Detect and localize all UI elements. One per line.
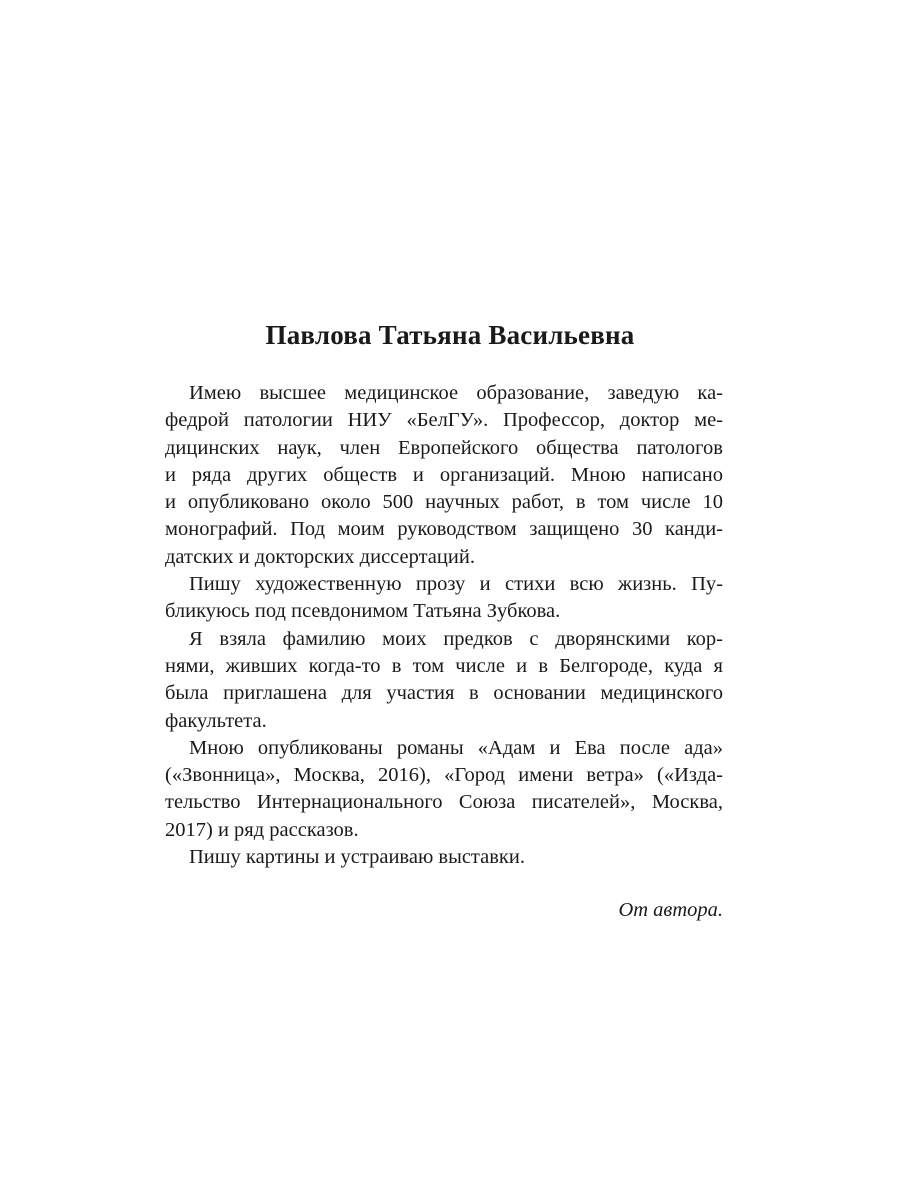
text-line: тельство Интернационального Союза писателей», Москва, — [165, 791, 723, 814]
text-line: факультета. — [165, 709, 267, 732]
text-line: монографий. Под моим руководством защищено 30 канди- — [165, 518, 723, 541]
text-line: («Звонница», Москва, 2016), «Город имени ветра» («Изда- — [165, 764, 723, 787]
text-line: бликуюсь под псевдонимом Татьяна Зубкова. — [165, 600, 561, 623]
text-line: Имею высшее медицинское образование, заведую ка- — [189, 382, 723, 404]
paragraph — [165, 735, 723, 844]
text-line: была приглашена для участия в основании медицинского — [165, 682, 723, 705]
text-line: 2017) и ряд рассказов. — [165, 818, 359, 841]
text-line: Я взяла фамилию моих предков с дворянскими кор- — [189, 627, 723, 650]
text-line: датских и докторских диссертаций. — [165, 545, 475, 568]
text-line: и опубликовано около 500 научных работ, в том числе 10 — [165, 491, 723, 514]
text-line: дицинских наук, член Европейского общества патологов — [165, 436, 723, 459]
paragraph — [165, 626, 723, 735]
paragraph — [165, 844, 723, 871]
page-title: Павлова Татьяна Васильевна — [265, 320, 635, 350]
text-line: Пишу картины и устраиваю выставки. — [189, 846, 525, 869]
text-line: и ряда других обществ и организаций. Мною написано — [165, 463, 723, 486]
paragraph — [165, 571, 723, 626]
paragraph — [165, 380, 723, 571]
body-text — [165, 380, 723, 871]
text-line: Мною опубликованы романы «Адам и Ева после ада» — [189, 736, 723, 759]
author-signature: От автора. — [618, 899, 723, 921]
text-line: Пишу художественную прозу и стихи всю жизнь. Пу- — [189, 573, 723, 596]
text-line: федрой патологии НИУ «БелГУ». Профессор, доктор ме- — [165, 409, 723, 432]
text-line: нями, живших когда-то в том числе и в Белгороде, куда я — [165, 654, 723, 677]
